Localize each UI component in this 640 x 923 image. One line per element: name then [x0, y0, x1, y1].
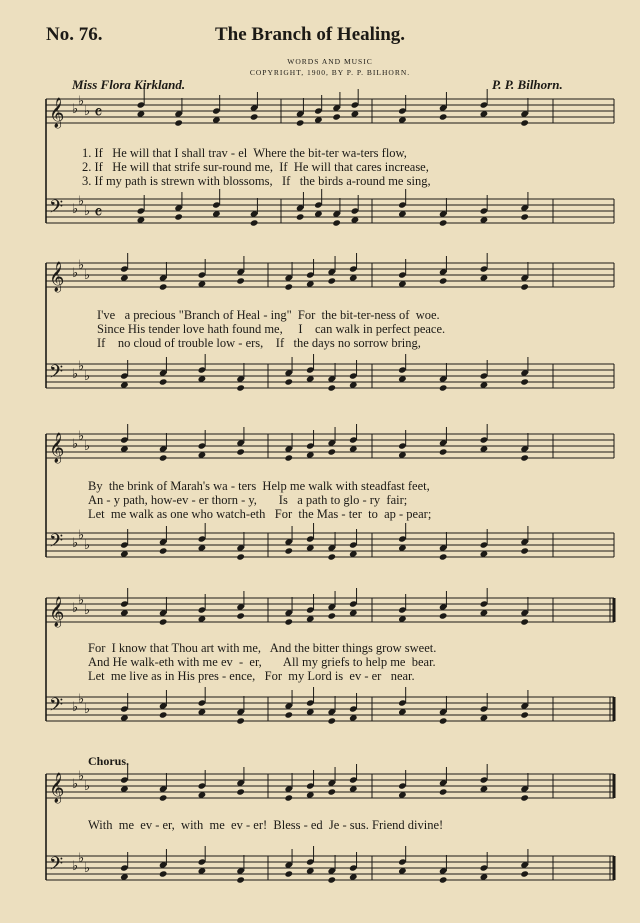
- note-head: [284, 618, 293, 625]
- note-head: [159, 711, 168, 718]
- lyric-line: If no cloud of trouble low - ers, If the days no sorrow bring,: [97, 336, 421, 350]
- flat-sign-icon: ♭: [72, 859, 79, 874]
- note-head: [159, 283, 168, 290]
- note-head: [327, 448, 336, 455]
- note-head: [284, 454, 293, 461]
- bass-clef-icon: 𝄢: [49, 531, 64, 556]
- flat-sign-icon: ♭: [72, 601, 79, 616]
- note-head: [159, 547, 168, 554]
- note-head: [250, 219, 259, 226]
- flat-sign-icon: ♭: [72, 102, 79, 117]
- note-head: [296, 213, 305, 220]
- note-head: [327, 876, 336, 883]
- flat-sign-icon: ♭: [84, 702, 91, 717]
- treble-clef-icon: 𝄞: [49, 262, 65, 292]
- note-head: [327, 277, 336, 284]
- flat-sign-icon: ♭: [72, 777, 79, 792]
- note-head: [174, 213, 183, 220]
- note-head: [327, 553, 336, 560]
- hymn-title: The Branch of Healing.: [215, 24, 406, 45]
- note-head: [520, 711, 529, 718]
- common-time-icon: 𝄴: [94, 102, 103, 124]
- note-head: [159, 794, 168, 801]
- common-time-icon: 𝄴: [94, 202, 103, 224]
- lyric-line: 3. If my path is strewn with blossoms, If the birds a-round me sing,: [82, 174, 431, 188]
- note-head: [439, 788, 448, 795]
- treble-clef-icon: 𝄞: [49, 98, 65, 128]
- note-head: [174, 119, 183, 126]
- note-head: [439, 113, 448, 120]
- flat-sign-icon: ♭: [84, 268, 91, 283]
- lyric-line: Since His tender love hath found me, I can walk in perfect peace.: [97, 322, 446, 336]
- flat-sign-icon: ♭: [84, 204, 91, 219]
- chorus-lyric: With me ev - er, with me ev - er! Bless - ed Je - sus. Friend divine!: [88, 818, 444, 832]
- chorus-label: Chorus.: [88, 754, 130, 768]
- lyric-line: And He walk-eth with me ev - er, All my griefs to help me bear.: [88, 655, 436, 669]
- note-head: [520, 119, 529, 126]
- note-head: [250, 113, 259, 120]
- note-head: [439, 219, 448, 226]
- hymn-number: No. 76.: [46, 24, 103, 45]
- flat-sign-icon: ♭: [84, 104, 91, 119]
- note-head: [284, 711, 293, 718]
- flat-sign-icon: ♭: [78, 769, 85, 784]
- lyric-line: For I know that Thou art with me, And the bitter things grow sweet.: [88, 641, 437, 655]
- treble-clef-icon: 𝄞: [49, 433, 65, 463]
- flat-sign-icon: ♭: [78, 429, 85, 444]
- note-head: [236, 788, 245, 795]
- flat-sign-icon: ♭: [72, 437, 79, 452]
- flat-sign-icon: ♭: [84, 861, 91, 876]
- note-head: [327, 612, 336, 619]
- flat-sign-icon: ♭: [78, 692, 85, 707]
- note-head: [327, 717, 336, 724]
- note-head: [439, 384, 448, 391]
- note-head: [439, 717, 448, 724]
- lyric-line: I've a precious "Branch of Heal - ing" For the bit-ter-ness of woe.: [97, 308, 440, 322]
- flat-sign-icon: ♭: [84, 603, 91, 618]
- note-head: [520, 870, 529, 877]
- flat-sign-icon: ♭: [72, 202, 79, 217]
- note-head: [439, 448, 448, 455]
- flat-sign-icon: ♭: [72, 536, 79, 551]
- note-head: [284, 794, 293, 801]
- note-head: [236, 717, 245, 724]
- flat-sign-icon: ♭: [78, 528, 85, 543]
- note-head: [296, 119, 305, 126]
- composer-credit: P. P. Bilhorn.: [492, 77, 563, 92]
- note-head: [332, 113, 341, 120]
- note-head: [284, 547, 293, 554]
- note-head: [439, 612, 448, 619]
- flat-sign-icon: ♭: [72, 266, 79, 281]
- bass-clef-icon: 𝄢: [49, 854, 64, 879]
- note-head: [159, 378, 168, 385]
- note-head: [284, 378, 293, 385]
- lyric-line: Let me live as in His pres - ence, For my Lord is ev - er near.: [88, 669, 415, 683]
- lyric-line: An - y path, how-ev - er thorn - y, Is a path to glo - ry fair;: [88, 493, 408, 507]
- flat-sign-icon: ♭: [72, 367, 79, 382]
- note-head: [439, 553, 448, 560]
- lyric-line: Let me walk as one who watch-eth For the Mas - ter to ap - pear;: [88, 507, 432, 521]
- flat-sign-icon: ♭: [78, 258, 85, 273]
- flat-sign-icon: ♭: [78, 194, 85, 209]
- treble-clef-icon: 𝄞: [49, 773, 65, 803]
- words-and-music-credit: WORDS AND MUSIC: [287, 57, 373, 66]
- note-head: [520, 378, 529, 385]
- flat-sign-icon: ♭: [78, 94, 85, 109]
- lyric-line: By the brink of Marah's wa - ters Help me walk with steadfast feet,: [88, 479, 430, 493]
- lyric-line: 1. If He will that I shall trav - el Where the bit-ter wa-ters flow,: [82, 146, 407, 160]
- bass-clef-icon: 𝄢: [49, 197, 64, 222]
- bass-clef-icon: 𝄢: [49, 362, 64, 387]
- flat-sign-icon: ♭: [84, 538, 91, 553]
- note-head: [159, 618, 168, 625]
- note-head: [236, 876, 245, 883]
- treble-clef-icon: 𝄞: [49, 597, 65, 627]
- note-head: [159, 870, 168, 877]
- note-head: [236, 384, 245, 391]
- note-head: [236, 553, 245, 560]
- flat-sign-icon: ♭: [78, 593, 85, 608]
- bass-clef-icon: 𝄢: [49, 695, 64, 720]
- flat-sign-icon: ♭: [84, 779, 91, 794]
- note-head: [439, 277, 448, 284]
- note-head: [327, 788, 336, 795]
- note-head: [236, 448, 245, 455]
- flat-sign-icon: ♭: [78, 359, 85, 374]
- note-head: [520, 283, 529, 290]
- note-head: [284, 283, 293, 290]
- note-head: [520, 213, 529, 220]
- note-head: [520, 618, 529, 625]
- note-head: [159, 454, 168, 461]
- note-head: [332, 219, 341, 226]
- flat-sign-icon: ♭: [72, 700, 79, 715]
- flat-sign-icon: ♭: [84, 439, 91, 454]
- note-head: [520, 547, 529, 554]
- note-head: [236, 277, 245, 284]
- note-head: [327, 384, 336, 391]
- copyright-line: COPYRIGHT, 1900, BY P. P. BILHORN.: [249, 68, 411, 77]
- flat-sign-icon: ♭: [84, 369, 91, 384]
- note-head: [520, 794, 529, 801]
- flat-sign-icon: ♭: [78, 851, 85, 866]
- note-head: [284, 870, 293, 877]
- note-head: [520, 454, 529, 461]
- note-head: [236, 612, 245, 619]
- note-head: [439, 876, 448, 883]
- lyricist-credit: Miss Flora Kirkland.: [72, 77, 186, 92]
- lyric-line: 2. If He will that strife sur-round me, If He will that cares increase,: [82, 160, 429, 174]
